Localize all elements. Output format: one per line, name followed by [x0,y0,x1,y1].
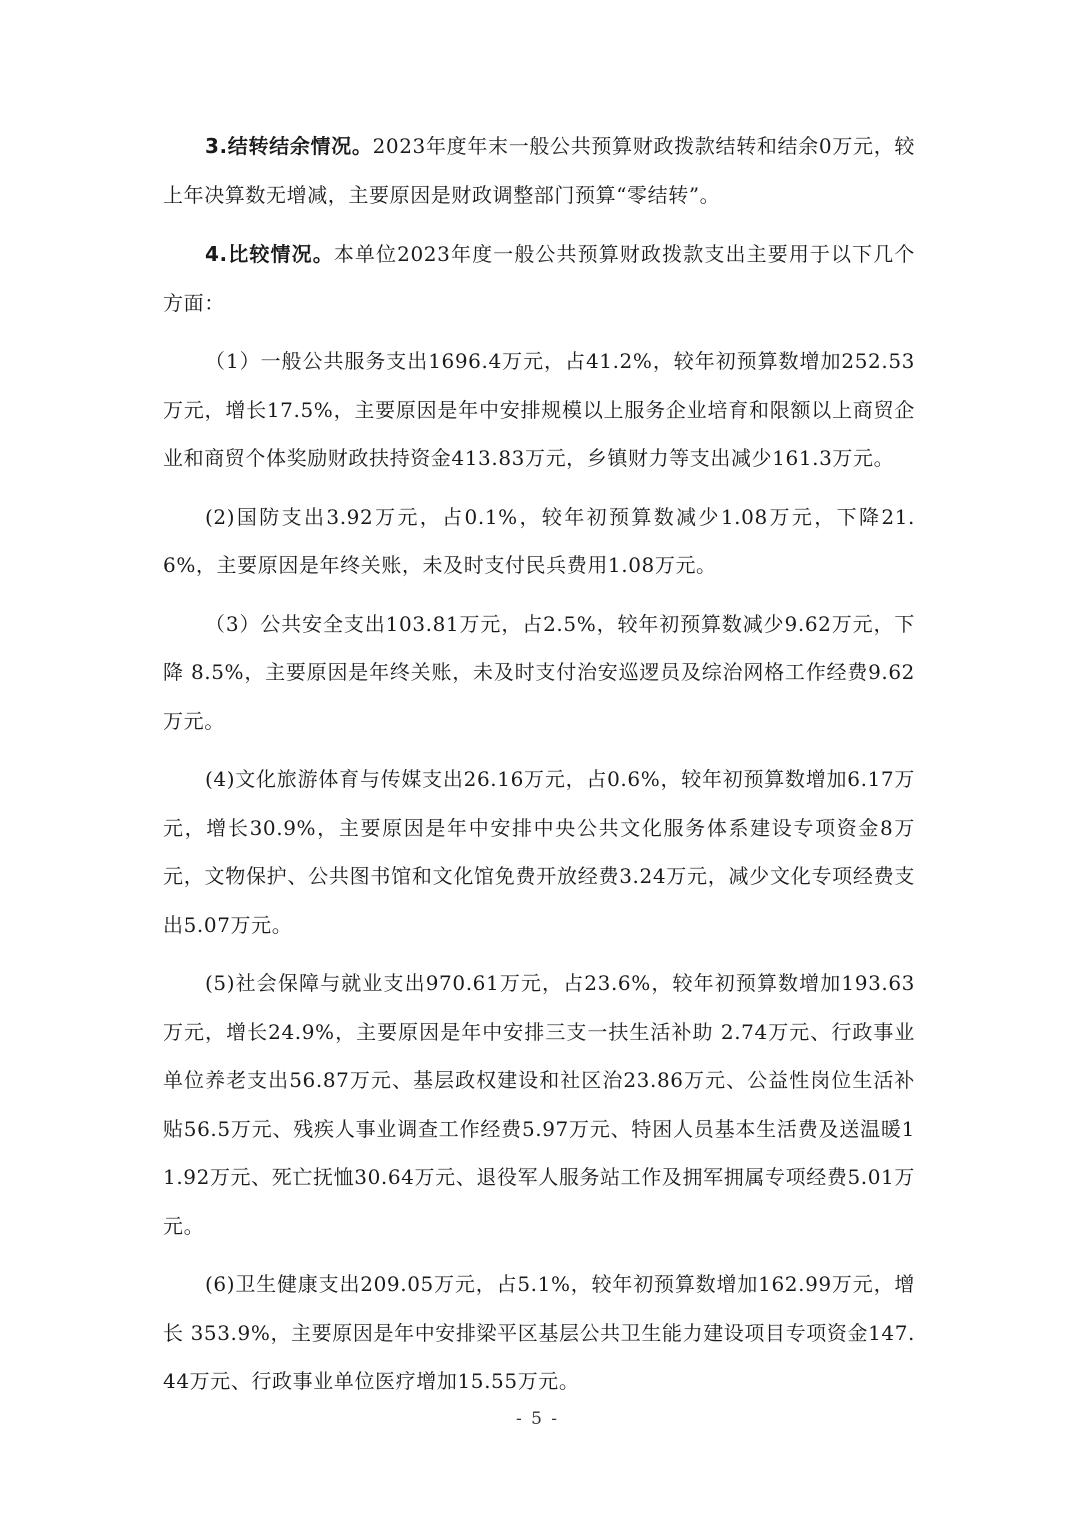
page-number: - 5 - [515,1409,560,1429]
paragraph-national-defense [163,493,915,590]
document-body [163,122,915,1416]
paragraph-general-public-services [163,337,915,483]
paragraph-text: （3）公共安全支出103.81万元，占2.5%，较年初预算数减少9.62万元，下降 8.5%，主要原因是年终关账，未及时支付治安巡逻员及综治网格工作经费9.62万元。 [163,611,915,733]
paragraph-text: 2023年度年末一般公共预算财政拨款结转和结余0万元，较上年决算数无增减，主要原因是财政调整部门预算“零结转”。 [163,134,915,207]
paragraph-text: （1）一般公共服务支出1696.4万元，占41.2%，较年初预算数增加252.53万元，增长17.5%，主要原因是年中安排规模以上服务企业培育和限额以上商贸企业和商贸个体奖励财政扶持资金413.83万元，乡镇财力等支出减少161.3万元。 [163,349,915,470]
section-heading-comparison: 4.比较情况。 [205,242,334,266]
paragraph-health [163,1260,915,1406]
paragraph-text: (6)卫生健康支出209.05万元，占5.1%，较年初预算数增加162.99万元，增长 353.9%，主要原因是年中安排梁平区基层公共卫生能力建设项目专项资金147.44万元、行政事业单位医疗增加15.55万元。 [163,1272,915,1393]
paragraph-text: (2)国防支出3.92万元，占0.1%，较年初预算数减少1.08万元，下降21.6%，主要原因是年终关账，未及时支付民兵费用1.08万元。 [163,504,915,577]
paragraph-carryover-balance [163,122,915,219]
paragraph-text: (4)文化旅游体育与传媒支出26.16万元，占0.6%，较年初预算数增加6.17万元，增长30.9%，主要原因是年中安排中央公共文化服务体系建设专项资金8万元，文物保护、公共图书馆和文化馆免费开放经费3.24万元，减少文化专项经费支出5.07万元。 [163,767,915,937]
section-heading-carryover: 3.结转结余情况。 [205,134,373,158]
paragraph-culture-tourism-sports-media [163,755,915,949]
paragraph-text: (5)社会保障与就业支出970.61万元，占23.6%，较年初预算数增加193.63万元，增长24.9%，主要原因是年中安排三支一扶生活补助 2.74万元、行政事业单位养老支出56.87万元、基层政权建设和社区治23.86万元、公益性岗位生活补贴56.5万元、残疾人事业调查工作经费5.97万元、特困人员基本生活费及送温暖11.92万元、死亡抚恤30.64万元、退役军人服务站工作及拥军拥属专项经费5.01万元。 [163,971,915,1238]
paragraph-social-security-employment [163,959,915,1250]
paragraph-text: 本单位2023年度一般公共预算财政拨款支出主要用于以下几个方面： [163,242,915,315]
paragraph-comparison [163,230,915,327]
paragraph-public-security [163,600,915,746]
